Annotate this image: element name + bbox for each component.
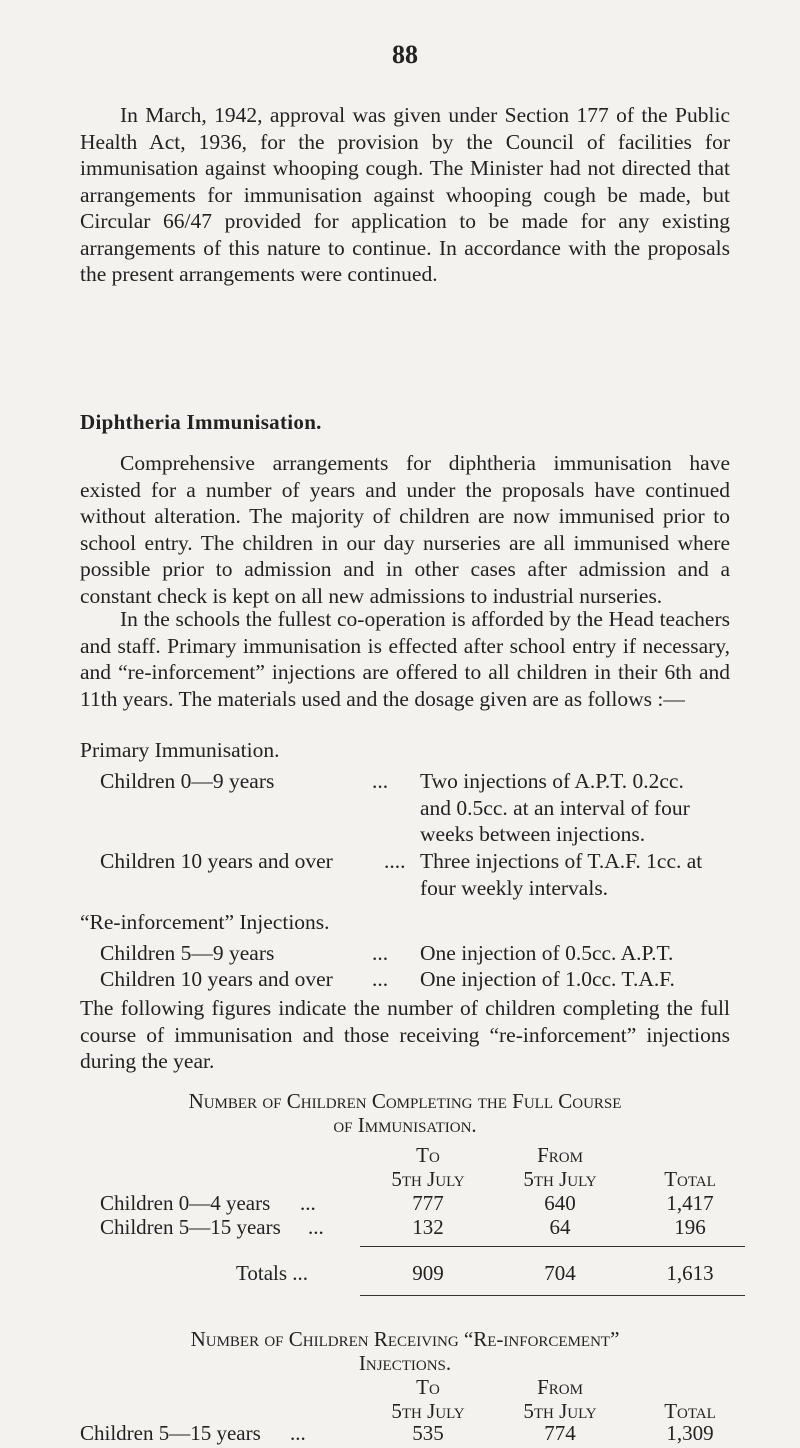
table2-row-leader: ...	[290, 1421, 306, 1445]
dosage-group: Children 5—9 years	[100, 941, 275, 965]
table1-cell-to: 132	[412, 1215, 444, 1239]
table1-col-from-date: 5th July	[523, 1167, 597, 1191]
table1-total-from: 704	[544, 1261, 576, 1285]
dosage-text	[420, 848, 730, 901]
dosage-group: Children 0—9 years	[100, 769, 275, 793]
table2-col-total: Total	[664, 1399, 716, 1423]
table2-title-line2: Injections.	[358, 1351, 452, 1375]
table2-col-to-date: 5th July	[391, 1399, 465, 1423]
table2-cell-from: 774	[544, 1421, 576, 1445]
section-heading: Diphtheria Immunisation.	[80, 410, 322, 434]
table2-cell-to: 535	[412, 1421, 444, 1445]
table1-rule-bottom	[360, 1295, 745, 1296]
dosage-leader: ....	[384, 849, 406, 873]
dosage-text	[420, 768, 730, 848]
table1-cell-from: 640	[544, 1191, 576, 1215]
table1-row-leader: ...	[308, 1215, 324, 1239]
table1-title: Number of Children Completing the Full Course	[188, 1089, 622, 1113]
paragraph-figures: The following figures indicate the number of children completing the full course of immunisation and those receiving “re-inforcement” injections during the year.	[80, 996, 730, 1073]
table1-row-leader: ...	[300, 1191, 316, 1215]
dosage-text: One injection of 0.5cc. A.P.T.	[420, 941, 674, 965]
table2-col-to: To	[416, 1375, 440, 1399]
table1-cell-total: 196	[674, 1215, 706, 1239]
paragraph-arrangements: Comprehensive arrangements for diphtheria immunisation have existed for a number of years and under the proposals have continued without alteration. The majority of children are now immunised prior to school entry. The children in our day nurseries are all immunised where possible prior to admission and in other cases after admission and a constant check is kept on all new admissions to industrial nurseries.	[80, 451, 730, 608]
table2-col-from: From	[537, 1375, 583, 1399]
table2-row-label: Children 5—15 years	[80, 1421, 261, 1445]
paragraph-whooping-cough: In March, 1942, approval was given under Section 177 of the Public Health Act, 1936, for the provision by the Council of facilities for immunisation against whooping cough. The Minister had not directed that arrangements for immunisation against whooping cough be made, but Circular 66/47 provided for application to be made for any existing arrangements of this nature to continue. In accordance with the proposals the present arrangements were continued.	[80, 103, 730, 286]
dosage-line: Three injections of T.A.F. 1cc. at	[420, 849, 703, 873]
reinforcement-heading: “Re-inforcement” Injections.	[80, 910, 330, 934]
table1-rule-top	[360, 1246, 745, 1247]
page-number: 88	[392, 40, 418, 69]
table1-totals-label: Totals ...	[236, 1261, 309, 1285]
table1-title-line2: of Immunisation.	[333, 1113, 477, 1137]
table1-row-label: Children 5—15 years	[100, 1215, 281, 1239]
table1-cell-to: 777	[412, 1191, 444, 1215]
dosage-line: Two injections of A.P.T. 0.2cc.	[420, 769, 684, 793]
table1-col-to: To	[416, 1143, 440, 1167]
dosage-group: Children 10 years and over	[100, 967, 333, 991]
table1-cell-from: 64	[549, 1215, 571, 1239]
dosage-leader: ...	[372, 967, 389, 991]
table2-title: Number of Children Receiving “Re-inforcement”	[190, 1327, 620, 1351]
table1-cell-total: 1,417	[666, 1191, 714, 1215]
dosage-text: One injection of 1.0cc. T.A.F.	[420, 967, 675, 991]
table1-col-from: From	[537, 1143, 583, 1167]
table2-cell-total: 1,309	[666, 1421, 714, 1445]
dosage-group: Children 10 years and over	[100, 849, 333, 873]
table1-total-to: 909	[412, 1261, 444, 1285]
dosage-leader: ...	[372, 769, 389, 793]
paragraph-schools: In the schools the fullest co-operation is afforded by the Head teachers and staff. Primary immunisation is effected after school entry if necessary, and “re-inforcement” injections are offered to all children in their 6th and 11th years. The materials used and the dosage given are as follows :—	[80, 607, 730, 711]
primary-immunisation-heading: Primary Immunisation.	[80, 738, 280, 762]
dosage-leader: ...	[372, 941, 389, 965]
table1-col-to-date: 5th July	[391, 1167, 465, 1191]
dosage-line: weeks between injections.	[420, 822, 646, 846]
table2-col-from-date: 5th July	[523, 1399, 597, 1423]
table1-col-total: Total	[664, 1167, 716, 1191]
table1-total-total: 1,613	[666, 1261, 714, 1285]
dosage-line: and 0.5cc. at an interval of four	[420, 795, 690, 820]
table1-row-label: Children 0—4 years	[100, 1191, 271, 1215]
dosage-line: four weekly intervals.	[420, 875, 609, 900]
